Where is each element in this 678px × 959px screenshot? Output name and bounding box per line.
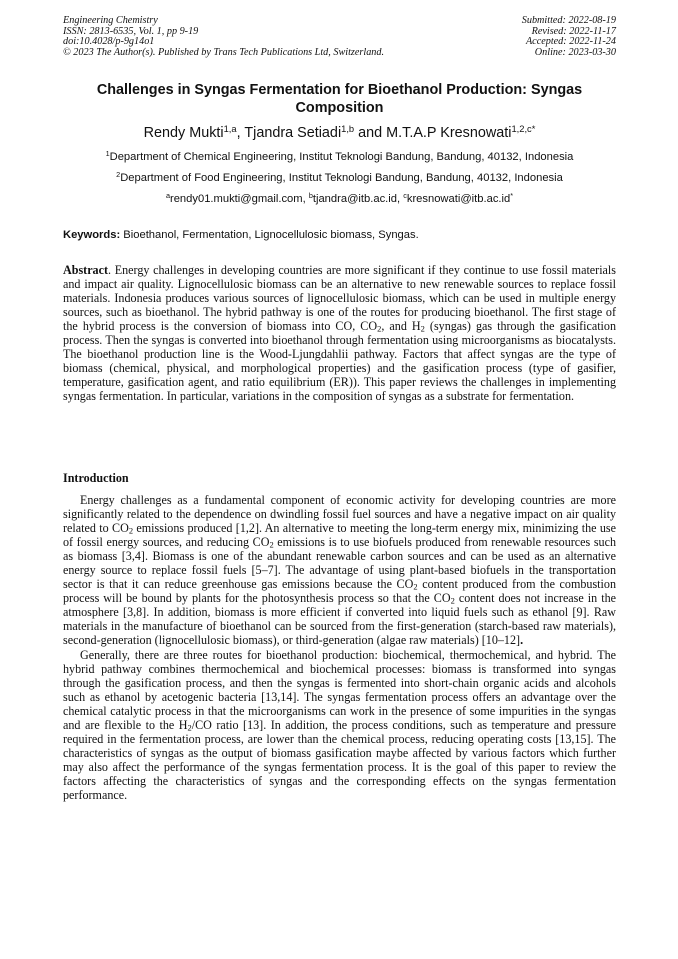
abstract: Abstract. Energy challenges in developing countries are more significant if they continue to use fossil materials and impact air quality. Lignocellulosic biomass can be an alternative to new renewable sources to replace fossil materials. Indonesia produces various sources of lignocellulosic biomass, which can be used in multiple energy sources, such as bioethanol. The hybrid pathway is one of the routes for producing bioethanol. The first stage of the hybrid process is the conversion of biomass into CO, $CO_2$, and $H_2$ (syngas) gas through the gasification process. Then the syngas is converted into bioethanol through fermentation using microorganisms as biocatalysts. The bioethanol production line is the Wood-Ljungdahlii pathway. Factors that affect syngas are the type of biomass (chemical, physical, and morphological properties) and the gasification process (type of gasifier, temperature, gasification agent, and ratio equilibrium (ER)). This paper reviews the challenges in implementing syngas fermentation. In particular, variations in the composition of syngas as a substrate for fermentation. — [63, 263, 617, 404]
paragraph: Energy challenges as a fundamental component of economic activity for developing countries are more significantly related to the dependence on dwindling fossil fuel sources and have a negative impact on air quality related to $CO_2$ emissions produced [1,2]. An alternative to meeting the long-term energy mix, minimizing the use of fossil energy sources, and reducing $CO_2$ emissions is to use biofuels produced from renewable resources such as biomass [3,4]. Biomass is one of the abundant renewable carbon sources and can be used as an alternative energy source to replace fossil fuels [5–7]. The advantage of using plant-based biofuels in the transportation sector is that it can reduce greenhouse gas emissions because the $CO_2$ content produced from the combustion process will be bound by plants for the photosynthesis process so that the $CO_2$ content does not increase in the atmosphere [3,8]. In addition, biomass is more efficient if converted into liquid fuels such as ethanol [9]. Raw materials in the manufacture of bioethanol can be sourced from the first-generation (starch-based raw materials), second-generation (lignocellulosic biomass), or third-generation (algae raw materials) [10–12]. — [63, 493, 616, 648]
journal-name: Engineering Chemistry — [63, 15, 158, 26]
keywords-text: Bioethanol, Fermentation, Lignocellulosic biomass, Syngas. — [120, 229, 419, 241]
keywords-label: Keywords: — [63, 229, 121, 241]
author-name: M.T.A.P Kresnowati — [386, 125, 512, 141]
revised-date: Revised: 2022-11-17 — [531, 25, 616, 37]
introduction-body — [63, 493, 616, 802]
dates — [522, 16, 616, 58]
copyright: © 2023 The Author(s). Published by Trans Tech Publications Ltd, Switzerland. — [63, 46, 385, 58]
journal-info — [63, 16, 384, 58]
author-sup: 1,2,c* — [511, 123, 536, 134]
email-link[interactable]: rendy01.mukti@gmail.com — [169, 193, 303, 205]
author-sup: 1,a — [223, 123, 237, 134]
author-sup: 1,b — [341, 123, 355, 134]
email-link[interactable]: tjandra@itb.ac.id — [312, 193, 397, 205]
paper-title: Challenges in Syngas Fermentation for Bioethanol Production: Syngas Composition — [96, 82, 583, 116]
section-heading: Introduction — [63, 471, 129, 485]
email-link[interactable]: kresnowati@itb.ac.id — [406, 193, 511, 205]
running-header — [63, 16, 616, 58]
online-date: Online: 2023-03-30 — [534, 46, 616, 58]
author-name: Tjandra Setiadi — [244, 125, 342, 141]
issn: ISSN: 2813-6535, Vol. 1, pp 9-19 — [63, 25, 199, 37]
affiliation-1: $^1$Department of Chemical Engineering, Institut Teknologi Bandung, Bandung, 40132, Indonesia — [105, 149, 574, 163]
abstract-label: Abstract — [63, 263, 109, 277]
author-list: Rendy Mukti$^{1,a}$, Tjandra Setiadi$^{1,b}$ and M.T.A.P Kresnowati$^{1,2,c*}$ — [143, 123, 536, 141]
author-name: Rendy Mukti — [143, 125, 224, 141]
accepted-date: Accepted: 2022-11-24 — [525, 36, 616, 48]
email-line: $^a$rendy01.mukti@gmail.com, $^b$tjandra@itb.ac.id, $^c$kresnowati@itb.ac.id* — [165, 191, 514, 205]
doi: doi:10.4028/p-9g14o1 — [63, 36, 155, 48]
keywords — [63, 228, 616, 242]
paragraph: Generally, there are three routes for bioethanol production: biochemical, thermochemical, and hybrid. The hybrid pathway combines thermochemical and biochemical processes: biomass is transformed into syngas through the gasification process, and then the syngas is fermented into short-chain organic acids and alcohols such as ethanol by acetogenic bacteria [13,14]. The syngas fermentation process offers an advantage over the chemical catalytic process in that the microorganisms can work in the presence of some impurities in the syngas and are flexible to the $H_2/CO$ ratio [13]. In addition, the process conditions, such as temperature and pressure required in the fermentation process, are lower than the chemical process, reducing operating costs [13,15]. The characteristics of syngas as the output of biomass gasification maybe affected by various factors which further may also affect the performance of the syngas fermentation process. It is the goal of this paper to review the factors affecting the characteristics of syngas and the corresponding effects on the syngas fermentation performance. — [63, 647, 616, 802]
affiliation-2: $^2$Department of Food Engineering, Institut Teknologi Bandung, Bandung, 40132, Indonesia — [116, 170, 563, 184]
submitted-date: Submitted: 2022-08-19 — [521, 15, 616, 26]
